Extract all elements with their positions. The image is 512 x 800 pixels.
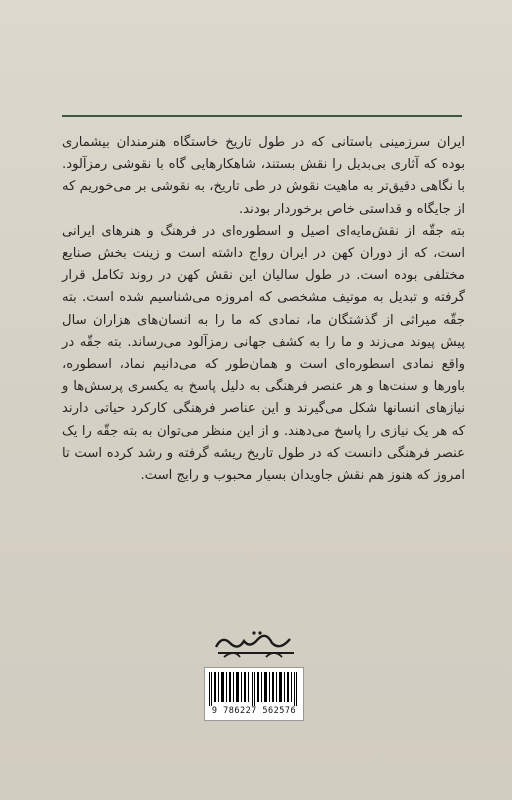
blurb-text	[62, 132, 465, 487]
isbn-number: 9 786227 562576	[211, 706, 297, 716]
barcode-bars	[209, 672, 299, 706]
blurb-paragraph-1: ایران سرزمینی باستانی که در طول تاریخ خاستگاه هنرمندان بیشماری بوده که آثاری بی‌بدیل را نقش بستند، شاهکارهایی گاه با نقوشی رمزآلود. با نگاهی دقیق‌تر به ماهیت نقوش در طی تاریخ، به نقوشی بر می‌خوریم که از جایگاه و قداستی خاص برخوردار بودند.	[62, 135, 465, 217]
publisher-logo	[210, 627, 298, 661]
top-divider-line	[62, 115, 462, 117]
blurb-paragraph-2: بته جقّه از نقش‌مایه‌ای اصیل و اسطوره‌ای در فرهنگ و هنرهای ایرانی است، که از دوران کهن در ایران رواج داشته است و زینت بخش صنایع مختلفی بوده است. در طول سالیان این نقش کهن در روند تکامل قرار گرفته و تبدیل به موتیف مشخصی که امروزه می‌شناسیم شده است. بته جقّه میراثی از گذشتگان ما، نمادی که ما را به انسان‌های هزاران سال پیش پیوند می‌زند و ما را به کشف جهانی رمزآلود می‌رساند. بته جقّه در واقع نمادی اسطوره‌ای است و همان‌طور که می‌دانیم نماد، اسطوره، باورها و سنت‌ها و هر عنصر فرهنگی به دلیل پاسخ به یکسری پرسش‌ها و نیازهای انسانها شکل می‌گیرند و این عناصر فرهنگی کارکرد حیاتی دارند که هر یک نیازی را پاسخ می‌دهند. و از این منظر می‌توان به بته جقّه را یک عنصر فرهنگی دانست که در طول تاریخ ریشه گرفته و رشد کرده است تا امروز که هنوز هم نقش جاویدان بسیار محبوب و رایج است.	[62, 223, 465, 484]
isbn-barcode	[204, 667, 304, 721]
